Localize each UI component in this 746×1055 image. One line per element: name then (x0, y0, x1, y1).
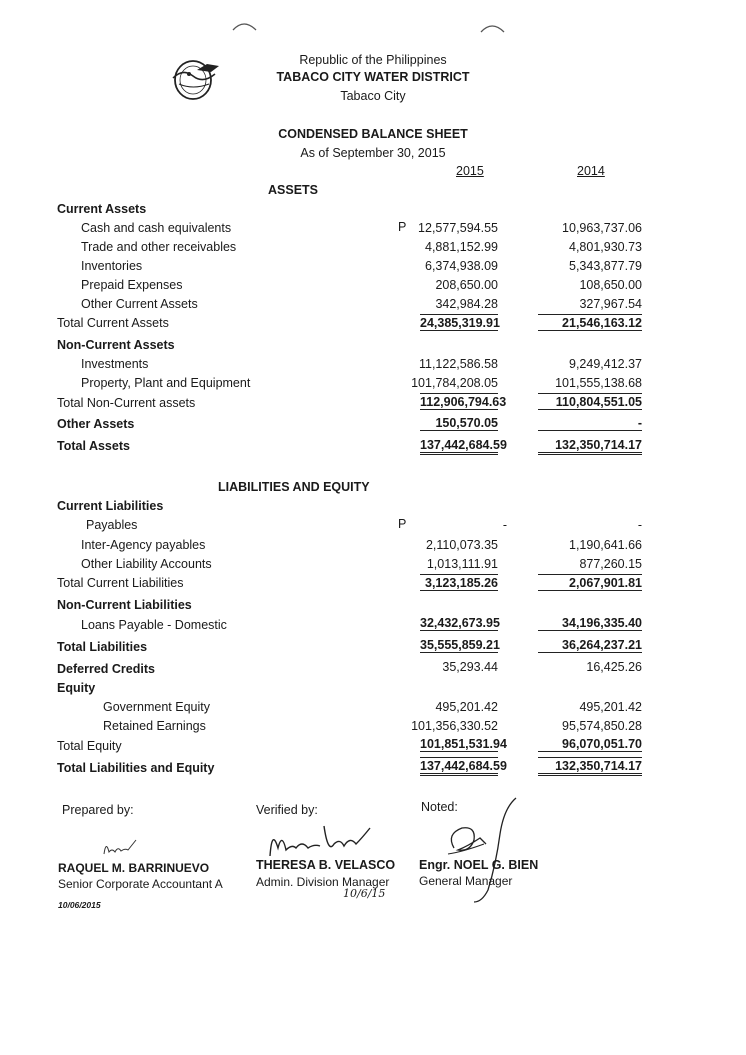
city-name: Tabaco City (340, 89, 406, 103)
republic-line: Republic of the Philippines (299, 53, 447, 67)
total-noncurrent-assets-2015: 112,906,794.63 (420, 395, 507, 409)
liability-payables-2014: - (637, 518, 642, 532)
total-liabilities-2014: 36,264,237.21 (538, 638, 642, 653)
total-assets-2014: 132,350,714.17 (538, 438, 642, 455)
asset-label-ppe: Property, Plant and Equipment (81, 376, 251, 390)
liability-label-other: Other Liability Accounts (81, 557, 212, 571)
liabilities-equity-heading: LIABILITIES AND EQUITY (218, 480, 370, 494)
deferred-credits-2014: 16,425.26 (586, 660, 642, 674)
total-equity-2014: 96,070,051.70 (538, 737, 642, 752)
prepared-by-name: RAQUEL M. BARRINUEVO (58, 861, 210, 875)
total-assets-label: Total Assets (57, 439, 130, 453)
asset-prepaid-2015: 208,650.00 (435, 278, 498, 292)
deferred-credits-label: Deferred Credits (57, 662, 155, 676)
liability-interagency-2015: 2,110,073.35 (425, 538, 498, 552)
column-header-2014: 2014 (577, 164, 605, 178)
current-liabilities-heading: Current Liabilities (57, 499, 164, 513)
asset-cash-2015: 12,577,594.55 (418, 221, 498, 235)
total-current-liabilities-2014: 2,067,901.81 (538, 574, 642, 591)
liability-loans-2015: 32,432,673.95 (420, 616, 500, 630)
verified-by-title: Admin. Division Manager (256, 875, 390, 889)
column-header-2015: 2015 (456, 164, 484, 178)
asset-receivables-2014: 4,801,930.73 (569, 240, 642, 254)
liability-other-2015: 1,013,111.91 (426, 557, 498, 571)
total-current-assets-2014: 21,546,163.12 (538, 314, 642, 331)
total-current-liabilities-label: Total Current Liabilities (57, 576, 184, 590)
signature-velasco-icon (262, 818, 382, 862)
equity-government-2015: 495,201.42 (435, 700, 498, 714)
deferred-credits-2015: 35,293.44 (442, 660, 498, 674)
liability-label-interagency: Inter-Agency payables (81, 538, 206, 552)
total-liabilities-equity-2015: 137,442,684.59 (420, 757, 498, 776)
equity-heading: Equity (57, 681, 96, 695)
punch-mark-left-icon (230, 16, 260, 36)
asset-other-current-2015: 342,984.28 (435, 297, 498, 311)
liability-label-loans: Loans Payable - Domestic (81, 618, 227, 632)
total-liabilities-equity-label: Total Liabilities and Equity (57, 761, 215, 775)
signature-barrinuevo-icon (100, 836, 140, 860)
liability-other-2014: 877,260.15 (579, 557, 642, 571)
document-date: As of September 30, 2015 (300, 146, 446, 160)
verified-date: 10/6/15 (343, 887, 386, 900)
equity-retained-2015: 101,356,330.52 (411, 719, 498, 733)
asset-label-receivables: Trade and other receivables (81, 240, 237, 254)
prepared-by-label: Prepared by: (62, 803, 134, 817)
equity-government-2014: 495,201.42 (579, 700, 642, 714)
liability-interagency-2014: 1,190,641.66 (569, 538, 642, 552)
noted-by-title: General Manager (419, 874, 513, 888)
total-noncurrent-assets-2014: 110,804,551.05 (538, 393, 642, 410)
total-liabilities-equity-2014: 132,350,714.17 (538, 757, 642, 776)
noted-label: Noted: (421, 800, 458, 814)
punch-mark-right-icon (478, 18, 508, 38)
total-equity-label: Total Equity (57, 739, 122, 753)
asset-investments-2014: 9,249,412.37 (569, 357, 642, 371)
current-assets-heading: Current Assets (57, 202, 147, 216)
currency-symbol-assets: P (398, 220, 407, 234)
noncurrent-liabilities-heading: Non-Current Liabilities (57, 598, 192, 612)
total-assets-2015: 137,442,684.59 (420, 438, 498, 455)
asset-investments-2015: 11,122,586.58 (418, 357, 498, 371)
total-liabilities-2015: 35,555,859.21 (420, 638, 500, 652)
prepared-date: 10/06/2015 (58, 900, 101, 910)
signature-bien-icon (424, 794, 524, 910)
noncurrent-assets-heading: Non-Current Assets (57, 338, 175, 352)
liability-payables-2015: - (502, 518, 508, 532)
total-liabilities-label: Total Liabilities (57, 640, 148, 654)
equity-label-retained: Retained Earnings (103, 719, 206, 733)
asset-label-cash: Cash and cash equivalents (81, 221, 232, 235)
equity-label-government: Government Equity (103, 700, 210, 714)
total-current-assets-2015: 24,385,319.91 (420, 316, 500, 330)
asset-prepaid-2014: 108,650.00 (579, 278, 642, 292)
asset-inventories-2015: 6,374,938.09 (425, 259, 498, 273)
agency-name: TABACO CITY WATER DISTRICT (276, 70, 470, 84)
total-current-liabilities-2015: 3,123,185.26 (420, 574, 498, 591)
total-current-assets-label: Total Current Assets (57, 316, 169, 330)
asset-label-inventories: Inventories (81, 259, 143, 273)
liability-loans-2014: 34,196,335.40 (538, 616, 642, 631)
asset-ppe-2015: 101,784,208.05 (411, 376, 498, 390)
currency-symbol-liabilities: P (398, 517, 407, 531)
assets-heading: ASSETS (268, 183, 319, 197)
total-equity-2015: 101,851,531.94 (420, 737, 507, 751)
verified-by-label: Verified by: (256, 803, 318, 817)
asset-label-investments: Investments (81, 357, 149, 371)
asset-ppe-2014: 101,555,138.68 (555, 376, 642, 390)
asset-label-prepaid: Prepaid Expenses (81, 278, 183, 292)
asset-other-current-2014: 327,967.54 (579, 297, 642, 311)
liability-label-payables: Payables (86, 518, 138, 532)
asset-inventories-2014: 5,343,877.79 (569, 259, 642, 273)
noted-by-name: Engr. NOEL G. BIEN (419, 858, 539, 872)
document-title: CONDENSED BALANCE SHEET (278, 127, 468, 141)
other-assets-label: Other Assets (57, 417, 135, 431)
other-assets-2014: - (538, 416, 642, 431)
verified-by-name: THERESA B. VELASCO (256, 858, 396, 872)
equity-retained-2014: 95,574,850.28 (562, 719, 642, 733)
other-assets-2015: 150,570.05 (420, 416, 498, 431)
asset-receivables-2015: 4,881,152.99 (425, 240, 498, 254)
prepared-by-title: Senior Corporate Accountant A (58, 877, 223, 891)
asset-cash-2014: 10,963,737.06 (562, 221, 642, 235)
total-noncurrent-assets-label: Total Non-Current assets (57, 396, 196, 410)
asset-label-other-current: Other Current Assets (81, 297, 198, 311)
